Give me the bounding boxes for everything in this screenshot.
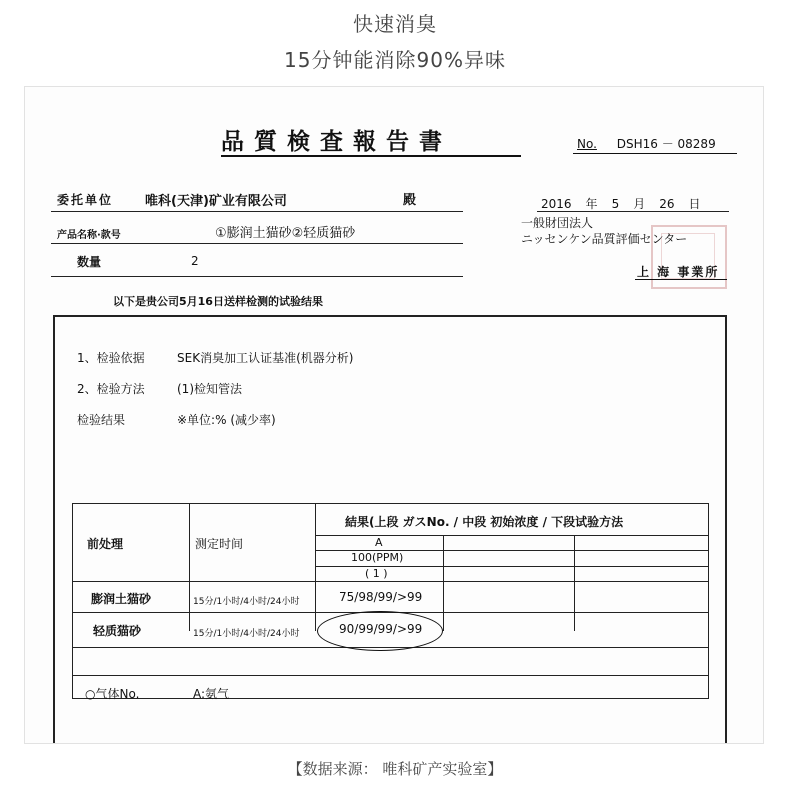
sub-gas: A [375, 536, 383, 549]
table-row-value: 90/99/99/>99 [339, 622, 423, 636]
basis-label: 1、检验依据 [77, 351, 145, 365]
quantity-label: 数量 [77, 255, 102, 269]
honorific: 殿 [403, 193, 417, 208]
method-row [77, 380, 242, 397]
data-source: 【数据来源： 唯科矿产实验室】 [287, 760, 503, 778]
basis-row [77, 349, 354, 366]
header-time: 测定时间 [195, 537, 244, 551]
date-underline [537, 211, 729, 212]
method-label: 2、检验方法 [77, 382, 145, 396]
table-hline [72, 581, 709, 582]
divider [51, 211, 463, 212]
result-label: 检验结果 [77, 413, 126, 427]
title-underline [221, 155, 521, 157]
table-hline [72, 675, 709, 676]
issuer-office: 上 海 事業所 [637, 265, 720, 279]
product-value: ①膨润土猫砂②轻质猫砂 [215, 226, 356, 241]
sub-concentration: 100(PPM) [351, 551, 404, 564]
report-number [577, 135, 716, 152]
table-row-value: 75/98/99/>99 [339, 590, 423, 604]
table-row-time: 15分/1小时/4小时/24小时 [193, 629, 300, 639]
header-title: 快速消臭 [353, 12, 437, 36]
report-date: 2016 年 5 月 26 日 [541, 197, 701, 211]
table-row-time: 15分/1小时/4小时/24小时 [193, 597, 300, 607]
header-subtitle: 15分钟能消除90%异味 [284, 48, 506, 72]
client-label: 委托单位 [57, 193, 114, 207]
gas-value: A:氨气 [193, 687, 230, 701]
quantity-value: 2 [191, 254, 199, 268]
divider [51, 276, 463, 277]
inspection-report-scan [24, 86, 764, 744]
gas-label: ○气体No. [85, 687, 140, 701]
table-row-sample: 膨润土猫砂 [91, 592, 152, 606]
client-name: 唯科(天津)矿业有限公司 [145, 194, 287, 209]
intro-text: 以下是贵公司5月16日送样检测的试验结果 [113, 295, 323, 308]
divider [51, 243, 463, 244]
report-title: 品質検査報告書 [221, 128, 452, 155]
product-label: 产品名称·款号 [57, 230, 121, 241]
table-row-sample: 轻质猫砂 [93, 624, 142, 638]
report-number-underline [573, 153, 737, 154]
header-results: 結果(上段 ガスNo. / 中段 初始浓度 / 下段试验方法 [345, 515, 624, 529]
office-underline [635, 279, 727, 280]
report-number-label: No. [577, 137, 597, 151]
result-value: ※单位:% (减少率) [177, 413, 276, 427]
method-value: (1)检知管法 [177, 382, 242, 396]
issuer-line-1: 一般財団法人 [521, 216, 594, 230]
issuer-line-2: ニッセンケン品質評価センター [521, 232, 688, 246]
basis-value: SEK消臭加工认证基准(机器分析) [177, 351, 354, 365]
highlight-oval [317, 611, 443, 651]
result-row [77, 411, 276, 428]
sub-method: ( 1 ) [365, 567, 388, 580]
header-pretreatment: 前处理 [87, 537, 124, 551]
report-number-value: DSH16 － 08289 [616, 137, 716, 151]
